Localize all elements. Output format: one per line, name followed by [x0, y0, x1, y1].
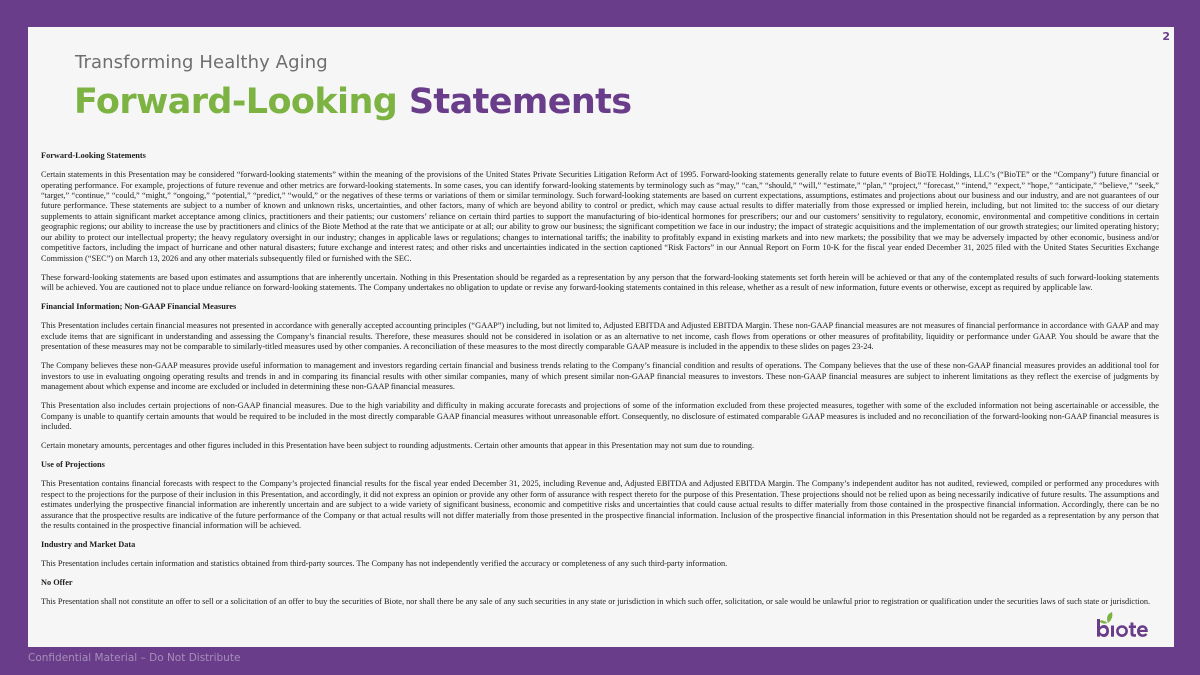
paragraph-fls-1: Certain statements in this Presentation may be considered “forward-looking statements” within the meaning of the provisions of the United States Private Securities Litigation Reform Act of 1995. Forward-looking statements generally relate to future events of BioTE Holdings, LLC’s (“BioTE” or the “Company”) future financial or operating performance. For example, projections of future revenue and other metrics are forward-looking statements. In some cases, you can identify forward-looking statements by terminology such as “may,” “can,” “should,” “will,” “estimate,” “plan,” “project,” “forecast,” “intend,” “expect,” “hope,” “anticipate,” “believe,” “seek,” “target,” “continue,” “could,” “might,” “ongoing,” “potential,” “predict,” “would,” or the negatives of these terms or variations of them or similar terminology. Such forward-looking statements are based on current expectations, assumptions, estimates and projections about our business and our industry, and are not guarantees of our future performance. These statements are subject to a number of known and unknown risks, uncertainties, and other factors, many of which are beyond ability to control or predict, which may cause actual results to differ materially from those expressed or implied herein, including, but not limited to: the success of our dietary supplements to attain significant market acceptance among clinics, practitioners and their patients; our customers’ reliance on certain third parties to support the manufacturing of bio-identical hormones for prescribers; our and our customers’ sensitivity to regulatory, economic, environmental and competitive conditions in certain geographic regions; our ability to increase the use by practitioners and clinics of the Biote Method at the rate that we anticipate or at all; our ability to grow our business; the significant competition we face in our industry; the impact of strategic acquisitions and the implementation of our growth strategies; our limited operating history; our ability to protect our intellectual property; the heavy regulatory oversight in our industry; changes in applicable laws or regulations; changes to international tariffs; the inability to profitably expand in existing markets and into new markets; the possibility that we may be adversely impacted by other economic, business and/or competitive factors, including the impact of hurricane and other natural disasters; future exchange and interest rates; and other risks and uncertainties indicated in the section captioned “Risk Factors” in our Annual Report on Form 10-K for the fiscal year ended December 31, 2025 filed with the United States Securities Exchange Commission (“SEC”) on March 13, 2026 and any other materials subsequently filed or furnished with the SEC.: [41, 170, 1159, 263]
leaf-icon: [1107, 612, 1112, 623]
paragraph-gaap-2: The Company believes these non-GAAP measures provide useful information to management and investors regarding certain financial and business trends relating to the Company’s financial condition and results of operations. The Company believes that the use of these non-GAAP financial measures provides an additional tool for investors to use in evaluating ongoing operating results and trends in and in comparing its financial results with other similar companies, many of which present similar non-GAAP financial measures to investors. These non-GAAP financial measures are subject to inherent limitations as they reflect the exercise of judgments by management about which expense and income are excluded or included in determining these non-GAAP financial measures.: [41, 361, 1159, 392]
paragraph-gaap-3: This Presentation also includes certain projections of non-GAAP financial measures. Due to the high variability and difficulty in making accurate forecasts and projections of some of the information excluded from these projected measures, together with some of the excluded information not being ascertainable or accessible, the Company is unable to quantify certain amounts that would be required to be included in the most directly comparable GAAP financial measures without unreasonable effort. Consequently, no disclosure of estimated comparable GAAP measures is included and no reconciliation of the forward-looking non-GAAP financial measures is included.: [41, 401, 1159, 432]
section-heading-forward-looking: Forward-Looking Statements: [41, 151, 146, 160]
title-part-purple: Statements: [408, 82, 632, 122]
title-part-green: Forward-Looking: [74, 82, 398, 122]
paragraph-no-offer: This Presentation shall not constitute an offer to sell or a solicitation of an offer to buy the securities of Biote, nor shall there be any sale of any such securities in any state or jurisdiction in which such offer, solicitation, or sale would be unlawful prior to registration or qualification under the securities laws of such state or jurisdiction.: [41, 597, 1151, 607]
confidential-footer: Confidential Material – Do Not Distribute: [28, 652, 241, 664]
paragraph-fls-2: These forward-looking statements are based upon estimates and assumptions that are inherently uncertain. Nothing in this Presentation should be regarded as a representation by any person that the forward-looking statements set forth herein will be achieved or that any of the contemplated results of such forward-looking statements will be achieved. You are cautioned not to place undue reliance on forward-looking statements. The Company undertakes no obligation to update or revise any forward-looking statements contained in this release, whether as a result of new information, future events or otherwise, except as required by applicable law.: [41, 272, 1159, 293]
slide-title: [74, 82, 632, 122]
paragraph-gaap-4: Certain monetary amounts, percentages and other figures included in this Presentation have been subject to rounding adjustments. Certain other amounts that appear in this Presentation may not sum due to rounding.: [41, 441, 755, 451]
biote-logo: [1094, 611, 1164, 641]
paragraph-projections: This Presentation contains financial forecasts with respect to the Company’s projected financial results for the fiscal year ended December 31, 2025, including Revenue and, Adjusted EBITDA and Adjusted EBITDA Margin. The Company’s independent auditor has not audited, reviewed, compiled or performed any procedures with respect to the projections for the purpose of their inclusion in this Presentation, and accordingly, it did not express an opinion or provide any other form of assurance with respect thereto for the purpose of this Presentation. These projections should not be relied upon as being necessarily indicative of future results. The assumptions and estimates underlying the prospective financial information are inherently uncertain and are subject to a wide variety of significant business, economic and competitive risks and uncertainties that could cause actual results to differ materially from those contained in the prospective financial information. Accordingly, there can be no assurance that the prospective results are indicative of the future performance of the Company or that actual results will not differ materially from those presented in the prospective financial information. Inclusion of the prospective financial information in this Presentation should not be regarded as a representation by any person that the results contained in the prospective financial information will be achieved.: [41, 479, 1159, 531]
section-heading-no-offer: No Offer: [41, 578, 73, 588]
paragraph-industry: This Presentation includes certain information and statistics obtained from third-party sources. The Company has not independently verified the accuracy or completeness of any such third-party information.: [41, 559, 728, 569]
page-number: 2: [1162, 30, 1170, 43]
section-heading-non-gaap: Financial Information; Non-GAAP Financial Measures: [41, 302, 237, 312]
slide-subtitle: Transforming Healthy Aging: [75, 52, 328, 73]
section-heading-projections: Use of Projections: [41, 460, 105, 470]
section-heading-industry: Industry and Market Data: [41, 540, 136, 550]
slide: [28, 27, 1174, 647]
paragraph-gaap-1: This Presentation includes certain financial measures not presented in accordance with generally accepted accounting principles (“GAAP”) including, but not limited to, Adjusted EBITDA and Adjusted EBITDA Margin. These non-GAAP financial measures are not measures of financial performance in accordance with GAAP and may exclude items that are significant in understanding and assessing the Company’s financial results. Therefore, these measures should not be considered in isolation or as an alternative to net income, cash flows from operations or other measures of profitability, liquidity or performance under GAAP. You should be aware that the presentation of these measures may not be comparable to similarly-titled measures used by other companies. A reconciliation of these measures to the most directly comparable GAAP measure is included in the appendix to these slides on pages 23-24.: [41, 321, 1159, 352]
disclaimer-body: [41, 151, 1159, 616]
